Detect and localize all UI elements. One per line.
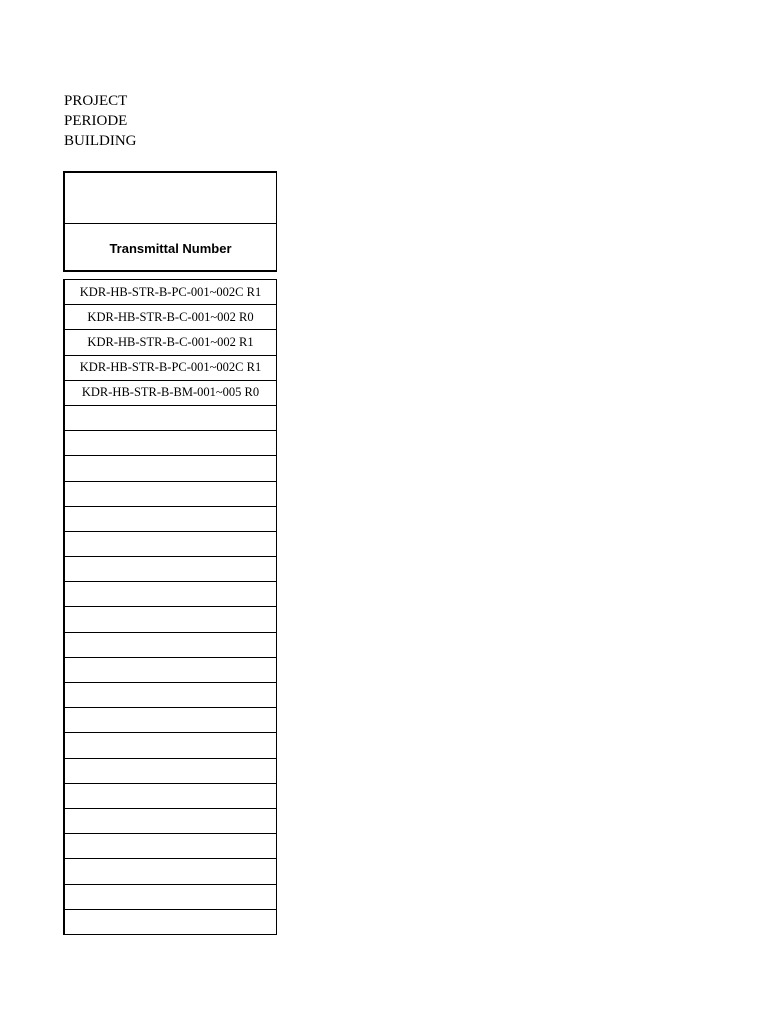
table-row	[65, 582, 276, 607]
table-row	[65, 784, 276, 809]
building-label: BUILDING	[64, 133, 137, 149]
table-row	[65, 859, 276, 884]
header-blank-cell	[65, 173, 276, 224]
table-row	[65, 633, 276, 658]
table-row	[65, 733, 276, 758]
table-row: KDR-HB-STR-B-BM-001~005 R0	[65, 381, 276, 406]
table-row	[65, 910, 276, 935]
table-row	[65, 456, 276, 481]
table-row: KDR-HB-STR-B-PC-001~002C R1	[65, 280, 276, 305]
table-row: KDR-HB-STR-B-PC-001~002C R1	[65, 356, 276, 381]
table-row: KDR-HB-STR-B-C-001~002 R0	[65, 305, 276, 330]
table-row	[65, 683, 276, 708]
periode-label: PERIODE	[64, 113, 128, 129]
table-row	[65, 557, 276, 582]
table-row	[65, 532, 276, 557]
table-row	[65, 834, 276, 859]
table-header	[63, 171, 277, 272]
transmittal-table-body	[63, 279, 277, 935]
column-header-transmittal-number: Transmittal Number	[109, 240, 232, 256]
document-meta	[64, 91, 137, 151]
table-row	[65, 482, 276, 507]
table-row	[65, 708, 276, 733]
table-row	[65, 885, 276, 910]
table-row	[65, 406, 276, 431]
table-row	[65, 658, 276, 683]
table-row	[65, 809, 276, 834]
table-row	[65, 431, 276, 456]
project-label: PROJECT	[64, 93, 128, 109]
table-row: KDR-HB-STR-B-C-001~002 R1	[65, 330, 276, 355]
table-row	[65, 607, 276, 632]
table-row	[65, 759, 276, 784]
table-row	[65, 507, 276, 532]
